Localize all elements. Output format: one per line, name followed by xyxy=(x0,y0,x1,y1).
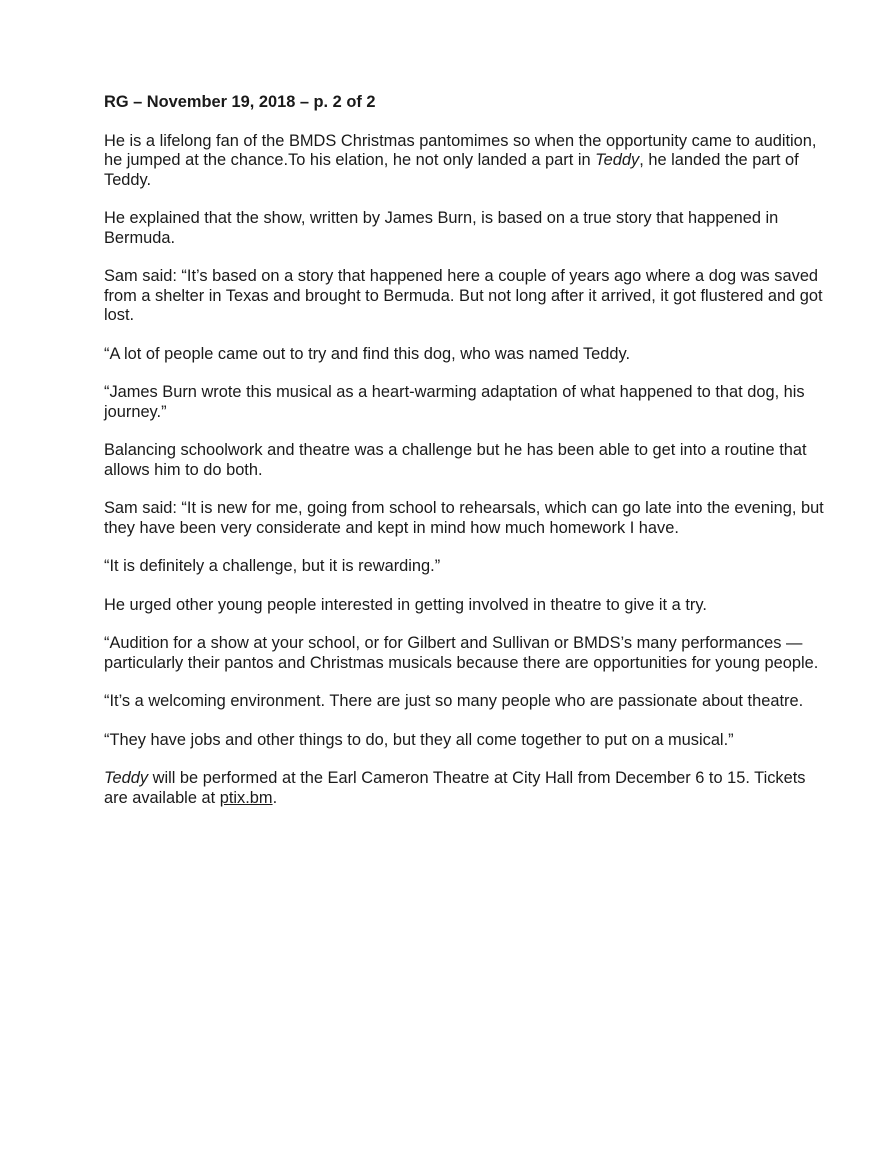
paragraph-1 xyxy=(104,132,824,191)
paragraph-10: “Audition for a show at your school, or for Gilbert and Sullivan or BMDS’s many performances — particularly their pantos and Christmas musicals because there are opportunities for young people. xyxy=(104,634,819,672)
paragraph-3: Sam said: “It’s based on a story that happened here a couple of years ago where a dog was saved from a shelter in Texas and brought to Bermuda. But not long after it arrived, it got flustered and got lost. xyxy=(104,267,823,324)
page-header: RG – November 19, 2018 – p. 2 of 2 xyxy=(104,93,376,111)
paragraph-7: Sam said: “It is new for me, going from school to rehearsals, which can go late into the evening, but they have been very considerate and kept in mind how much homework I have. xyxy=(104,499,824,537)
paragraph-2: He explained that the show, written by James Burn, is based on a true story that happened in Bermuda. xyxy=(104,209,779,247)
paragraph-5: “James Burn wrote this musical as a heart-warming adaptation of what happened to that dog, his journey.” xyxy=(104,383,805,421)
show-title: Teddy xyxy=(104,769,149,787)
paragraph-13-text-a: will be performed at the Earl Cameron Theatre at City Hall from December 6 to 15. Tickets are available at xyxy=(104,769,806,807)
paragraph-12: “They have jobs and other things to do, but they all come together to put on a musical.” xyxy=(104,730,734,749)
paragraph-4: “A lot of people came out to try and find this dog, who was named Teddy. xyxy=(104,344,631,363)
paragraph-6: Balancing schoolwork and theatre was a challenge but he has been able to get into a routine that allows him to do both. xyxy=(104,441,807,479)
document-page xyxy=(104,93,824,827)
paragraph-11: “It’s a welcoming environment. There are just so many people who are passionate about theatre. xyxy=(104,692,804,710)
show-title: Teddy xyxy=(595,151,640,169)
paragraph-9: He urged other young people interested in getting involved in theatre to give it a try. xyxy=(104,595,707,614)
tickets-link[interactable]: ptix.bm xyxy=(219,788,273,807)
paragraph-1-text-b: , he landed the part of Teddy. xyxy=(104,151,799,189)
paragraph-13 xyxy=(104,769,824,808)
paragraph-8: “It is definitely a challenge, but it is rewarding.” xyxy=(104,557,441,575)
paragraph-13-text-b: . xyxy=(272,788,278,807)
paragraph-1-text-a: He is a lifelong fan of the BMDS Christmas pantomimes so when the opportunity came to audition, he jumped at the chance.To his elation, he not only landed a part in xyxy=(104,131,817,169)
